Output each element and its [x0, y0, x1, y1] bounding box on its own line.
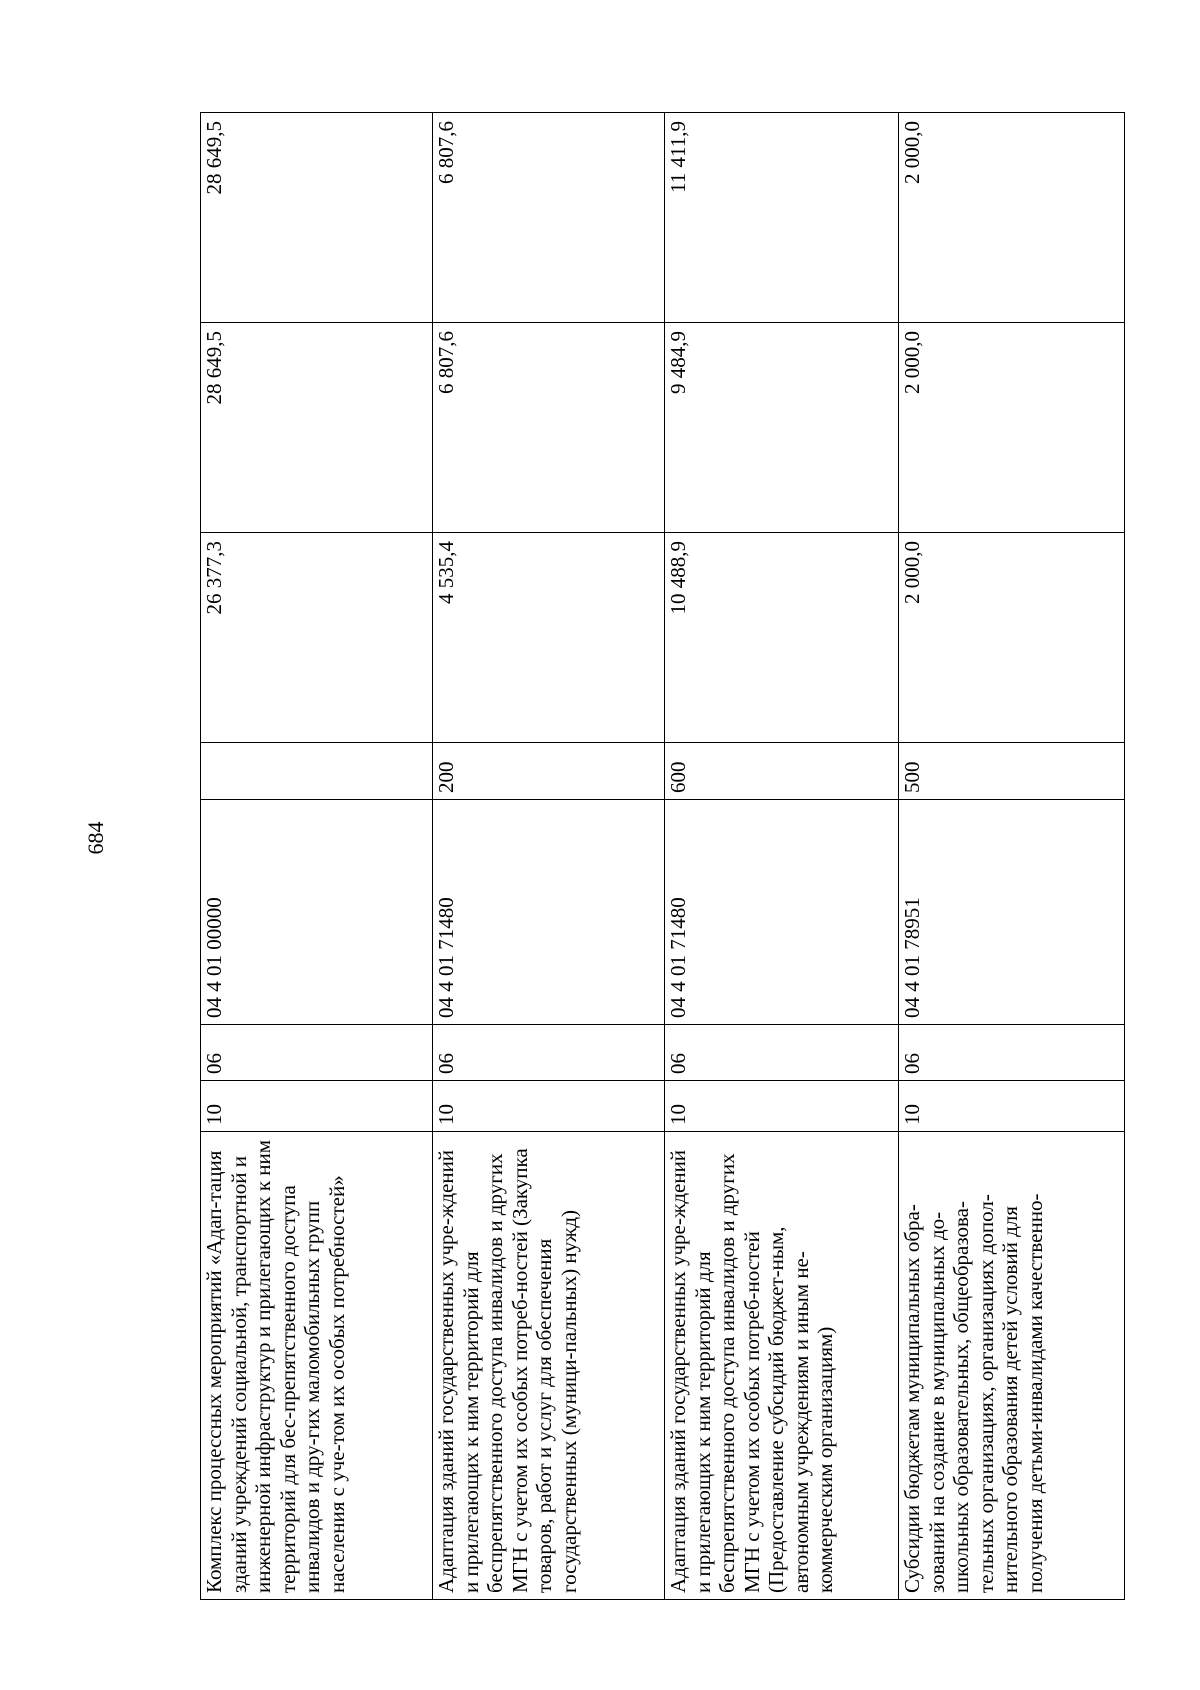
table-row	[433, 113, 665, 1600]
table-row	[899, 113, 1125, 1600]
row-description: Адаптация зданий государственных учре-ждений и прилегающих к ним территорий для беспрепятственного доступа инвалидов и других МГН с учетом их особых потреб-ностей (Закупка товаров, работ и услуг для обеспечения государственных (муници-пальных) нужд)	[433, 1132, 665, 1600]
expense-type-code	[201, 743, 433, 800]
amount-year-2: 28 649,5	[201, 323, 433, 533]
subsection-code: 06	[201, 1025, 433, 1081]
page-number: 684	[83, 821, 108, 855]
row-description: Адаптация зданий государственных учре-ждений и прилегающих к ним территорий для беспрепятственного доступа инвалидов и других МГН с учетом их особых потреб-ностей (Предоставление субсидий бюджет-ным, автономным учреждениям и иным не-коммерческим организациям)	[665, 1132, 899, 1600]
expense-type-code: 200	[433, 743, 665, 800]
table-row	[665, 113, 899, 1600]
amount-year-1: 26 377,3	[201, 533, 433, 743]
subsection-code: 06	[899, 1025, 1125, 1081]
budget-table	[200, 112, 1125, 1600]
table-row	[201, 113, 433, 1600]
section-code: 10	[201, 1081, 433, 1132]
section-code: 10	[433, 1081, 665, 1132]
section-code: 10	[899, 1081, 1125, 1132]
row-description: Субсидии бюджетам муниципальных обра-зований на создание в муниципальных до-школьных образовательных, общеобразова-тельных организациях, организациях допол-нительного образования детей условий для получения детьми-инвалидами качественно-	[899, 1132, 1125, 1600]
section-code: 10	[665, 1081, 899, 1132]
amount-year-1: 4 535,4	[433, 533, 665, 743]
row-description: Комплекс процессных мероприятий «Адап-тация зданий учреждений социальной, транспортной и инженерной инфраструктур и прилегающих к ним территорий для бес-препятственного доступа инвалидов и дру-гих маломобильных групп населения с уче-том их особых потребностей»	[201, 1132, 433, 1600]
subsection-code: 06	[433, 1025, 665, 1081]
amount-year-2: 9 484,9	[665, 323, 899, 533]
subsection-code: 06	[665, 1025, 899, 1081]
amount-year-1: 10 488,9	[665, 533, 899, 743]
amount-year-3: 2 000,0	[899, 113, 1125, 323]
amount-year-2: 6 807,6	[433, 323, 665, 533]
expense-type-code: 600	[665, 743, 899, 800]
amount-year-2: 2 000,0	[899, 323, 1125, 533]
target-article-code: 04 4 01 78951	[899, 800, 1125, 1025]
amount-year-3: 11 411,9	[665, 113, 899, 323]
expense-type-code: 500	[899, 743, 1125, 800]
target-article-code: 04 4 01 71480	[665, 800, 899, 1025]
amount-year-3: 6 807,6	[433, 113, 665, 323]
target-article-code: 04 4 01 00000	[201, 800, 433, 1025]
rotated-page-content	[200, 113, 1124, 1600]
amount-year-1: 2 000,0	[899, 533, 1125, 743]
amount-year-3: 28 649,5	[201, 113, 433, 323]
target-article-code: 04 4 01 71480	[433, 800, 665, 1025]
